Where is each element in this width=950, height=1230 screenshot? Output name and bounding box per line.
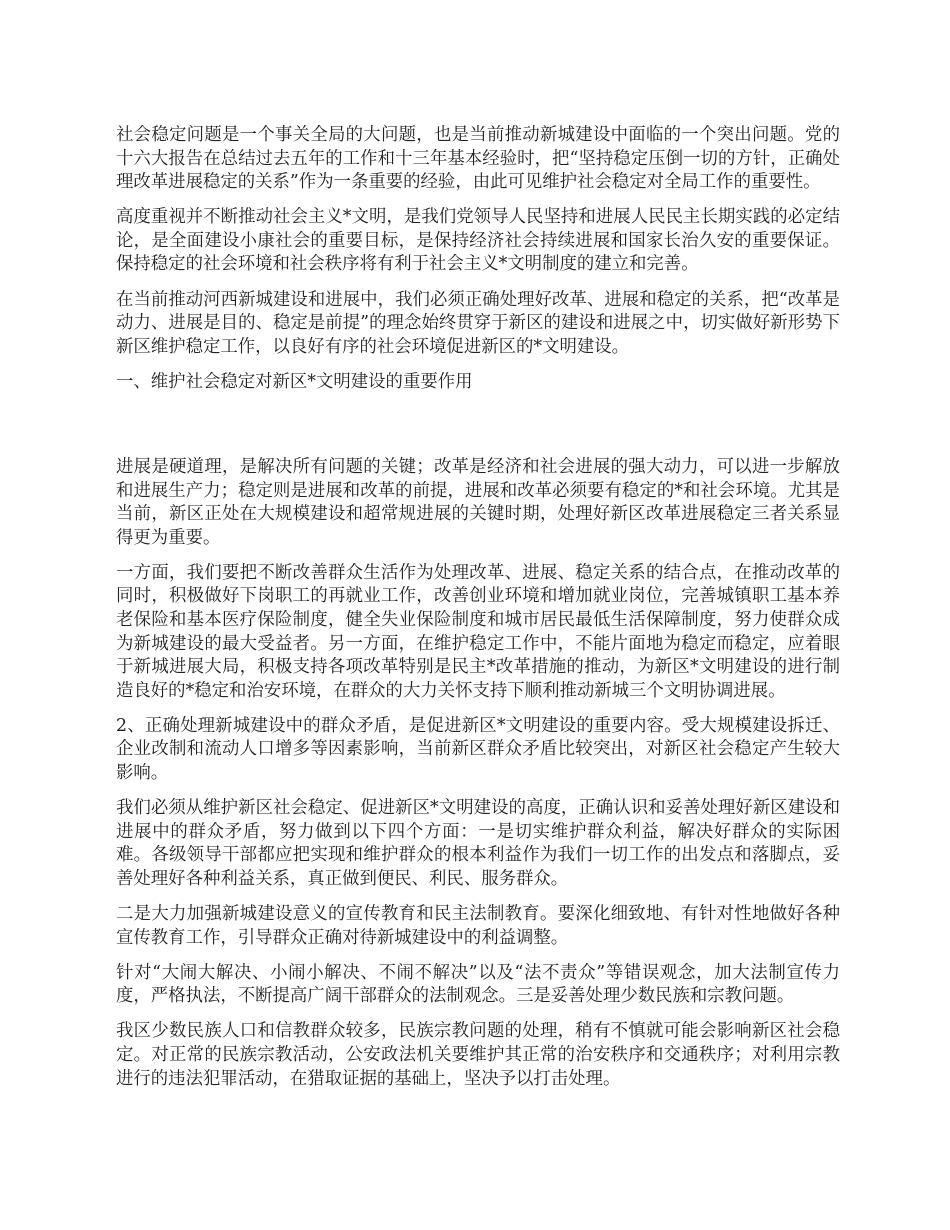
paragraph: 2、正确处理新城建设中的群众矛盾，是促进新区*文明建设的重要内容。受大规模建设拆迁、企业改制和流动人口增多等因素影响，当前新区群众矛盾比较突出，对新区社会稳定产生较大影响。 [116, 715, 840, 784]
section-gap [116, 406, 840, 456]
paragraph: 我区少数民族人口和信教群众较多，民族宗教问题的处理，稍有不慎就可能会影响新区社会稳定。对正常的民族宗教活动，公安政法机关要维护其正常的治安秩序和交通秩序；对利用宗教进行的违法犯罪活动，在猎取证据的基础上，坚决予以打击处理。 [116, 1021, 840, 1089]
paragraph: 二是大力加强新城建设意义的宣传教育和民主法制教育。要深化细致地、有针对性地做好各种宣传教育工作，引导群众正确对待新城建设中的利益调整。 [116, 904, 840, 948]
paragraph: 高度重视并不断推动社会主义*文明，是我们党领导人民坚持和进展人民民主长期实践的必定结论，是全面建设小康社会的重要目标，是保持经济社会持续进展和国家长治久安的重要保证。保持稳定的社会环境和社会秩序将有利于社会主义*文明制度的建立和完善。 [116, 207, 840, 275]
paragraph: 在当前推动河西新城建设和进展中，我们必须正确处理好改革、进展和稳定的关系，把“改革是动力、进展是目的、稳定是前提”的理念始终贯穿于新区的建设和进展之中，切实做好新形势下新区维护稳定工作，以良好有序的社会环境促进新区的*文明建设。 [116, 289, 840, 357]
section-heading: 一、维护社会稳定对新区*文明建设的重要作用 [116, 371, 473, 392]
paragraph: 针对“大闹大解决、小闹小解决、不闹不解决”以及“法不责众”等错误观念，加大法制宣传力度，严格执法，不断提高广阔干部群众的法制观念。三是妥善处理少数民族和宗教问题。 [116, 962, 840, 1007]
paragraph: 社会稳定问题是一个事关全局的大问题，也是当前推动新城建设中面临的一个突出问题。党的十六大报告在总结过去五年的工作和十三年基本经验时，把“坚持稳定压倒一切的方针，正确处理改革进展稳定的关系”作为一条重要的经验，由此可见维护社会稳定对全局工作的重要性。 [116, 125, 840, 193]
paragraph: 一方面，我们要把不断改善群众生活作为处理改革、进展、稳定关系的结合点，在推动改革的同时，积极做好下岗职工的再就业工作，改善创业环境和增加就业岗位，完善城镇职工基本养老保险和基本医疗保险制度，健全失业保险制度和城市居民最低生活保障制度，努力使群众成为新城建设的最大受益者。另一方面，在维护稳定工作中，不能片面地为稳定而稳定，应着眼于新城进展大局，积极支持各项改革特别是民主*改革措施的推动，为新区*文明建设的进行制造良好的*稳定和治安环境，在群众的大力关怀支持下顺利推动新城三个文明协调进展。 [116, 562, 840, 701]
paragraph: 进展是硬道理，是解决所有问题的关键；改革是经济和社会进展的强大动力，可以进一步解放和进展生产力；稳定则是进展和改革的前提，进展和改革必须要有稳定的*和社会环境。尤其是当前，新区正处在大规模建设和超常规进展的关键时期，处理好新区改革进展稳定三者关系显得更为重要。 [116, 456, 840, 548]
paragraph: 我们必须从维护新区社会稳定、促进新区*文明建设的高度，正确认识和妥善处理好新区建设和进展中的群众矛盾，努力做到以下四个方面：一是切实维护群众利益，解决好群众的实际困难。各级领导干部都应把实现和维护群众的根本利益作为我们一切工作的出发点和落脚点，妥善处理好各种利益关系，真正做到便民、利民、服务群众。 [116, 798, 840, 889]
document-body [116, 124, 840, 1103]
